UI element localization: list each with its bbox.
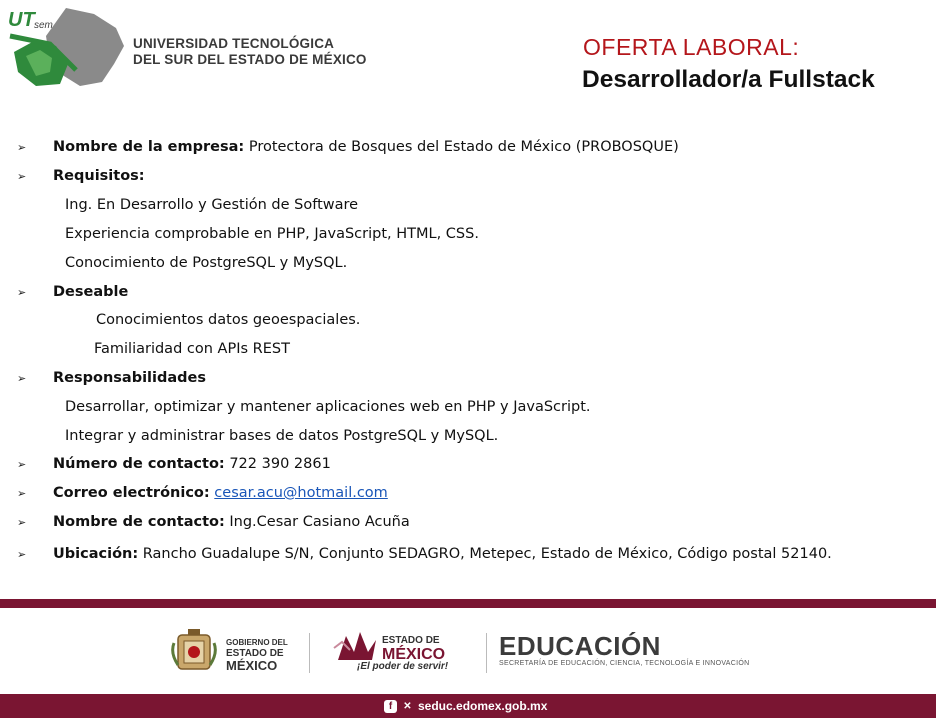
desirable-item: Conocimientos datos geoespaciales. <box>96 312 361 328</box>
requirement-item: Ing. En Desarrollo y Gestión de Software <box>65 197 359 213</box>
responsibilities-label: Responsabilidades <box>53 370 207 386</box>
arrow-bullet-icon: ➢ <box>17 286 27 299</box>
arrow-bullet-icon: ➢ <box>17 458 27 471</box>
svg-text:sem: sem <box>34 20 53 31</box>
svg-text:UT: UT <box>8 9 35 31</box>
requirements-label: Requisitos: <box>53 168 145 184</box>
x-twitter-icon[interactable]: ✕ <box>403 700 412 712</box>
requirement-item: Experiencia comprobable en PHP, JavaScript, HTML, CSS. <box>65 226 479 242</box>
government-seal-icon <box>170 629 218 673</box>
company-label: Nombre de la empresa: <box>53 139 245 155</box>
footer-area <box>0 608 936 694</box>
location-label: Ubicación: <box>53 546 139 562</box>
email-link[interactable]: cesar.acu@hotmail.com <box>214 485 388 501</box>
company-row <box>53 139 679 155</box>
arrow-bullet-icon: ➢ <box>17 170 27 183</box>
footer-divider <box>486 633 487 673</box>
gov-mid-text: ESTADO DE <box>226 648 284 659</box>
university-name-line2: DEL SUR DEL ESTADO DE MÉXICO <box>133 52 367 67</box>
estado-mexico-logo-icon <box>332 630 382 664</box>
responsibility-item: Integrar y administrar bases de datos PostgreSQL y MySQL. <box>65 428 499 444</box>
arrow-bullet-icon: ➢ <box>17 548 27 561</box>
responsibility-item: Desarrollar, optimizar y mantener aplicaciones web en PHP y JavaScript. <box>65 399 591 415</box>
requirement-item: Conocimiento de PostgreSQL y MySQL. <box>65 255 348 271</box>
footer-divider <box>309 633 310 673</box>
location-value: Rancho Guadalupe S/N, Conjunto SEDAGRO, Metepec, Estado de México, Código postal 52140. <box>138 546 832 562</box>
contact-name-label: Nombre de contacto: <box>53 514 225 530</box>
gov-big-text: MÉXICO <box>226 658 278 673</box>
education-title: EDUCACIÓN <box>499 631 661 661</box>
email-row <box>53 485 388 501</box>
email-label: Correo electrónico: <box>53 485 210 501</box>
government-text <box>226 637 288 673</box>
university-name <box>133 36 367 68</box>
contact-number-value: 722 390 2861 <box>224 456 331 472</box>
edo-big-text: MÉXICO <box>382 646 446 663</box>
contact-name-value: Ing.Cesar Casiano Acuña <box>224 514 410 530</box>
university-name-line1: UNIVERSIDAD TECNOLÓGICA <box>133 36 335 51</box>
desirable-item: Familiaridad con APIs REST <box>94 341 290 357</box>
arrow-bullet-icon: ➢ <box>17 487 27 500</box>
education-subtitle: SECRETARÍA DE EDUCACIÓN, CIENCIA, TECNOLOGÍA E INNOVACIÓN <box>499 660 750 667</box>
estado-slogan: ¡El poder de servir! <box>357 661 449 672</box>
contact-number-row <box>53 456 331 472</box>
location-row <box>53 546 832 562</box>
gov-small-text: GOBIERNO DEL <box>226 638 288 647</box>
social-bar <box>384 698 547 714</box>
offer-heading: OFERTA LABORAL: <box>583 34 800 60</box>
contact-name-row <box>53 514 410 530</box>
facebook-icon[interactable]: f <box>384 700 397 713</box>
footer-top-band <box>0 599 936 608</box>
arrow-bullet-icon: ➢ <box>17 372 27 385</box>
website-link[interactable]: seduc.edomex.gob.mx <box>418 699 548 713</box>
arrow-bullet-icon: ➢ <box>17 141 27 154</box>
desirable-label: Deseable <box>53 284 129 300</box>
edo-small-text: ESTADO DE <box>382 635 440 646</box>
company-value: Protectora de Bosques del Estado de México (PROBOSQUE) <box>244 139 679 155</box>
arrow-bullet-icon: ➢ <box>17 516 27 529</box>
utsem-logo <box>6 6 128 90</box>
offer-title: Desarrollador/a Fullstack <box>582 66 875 93</box>
contact-number-label: Número de contacto: <box>53 456 225 472</box>
estado-mexico-text <box>382 635 445 663</box>
